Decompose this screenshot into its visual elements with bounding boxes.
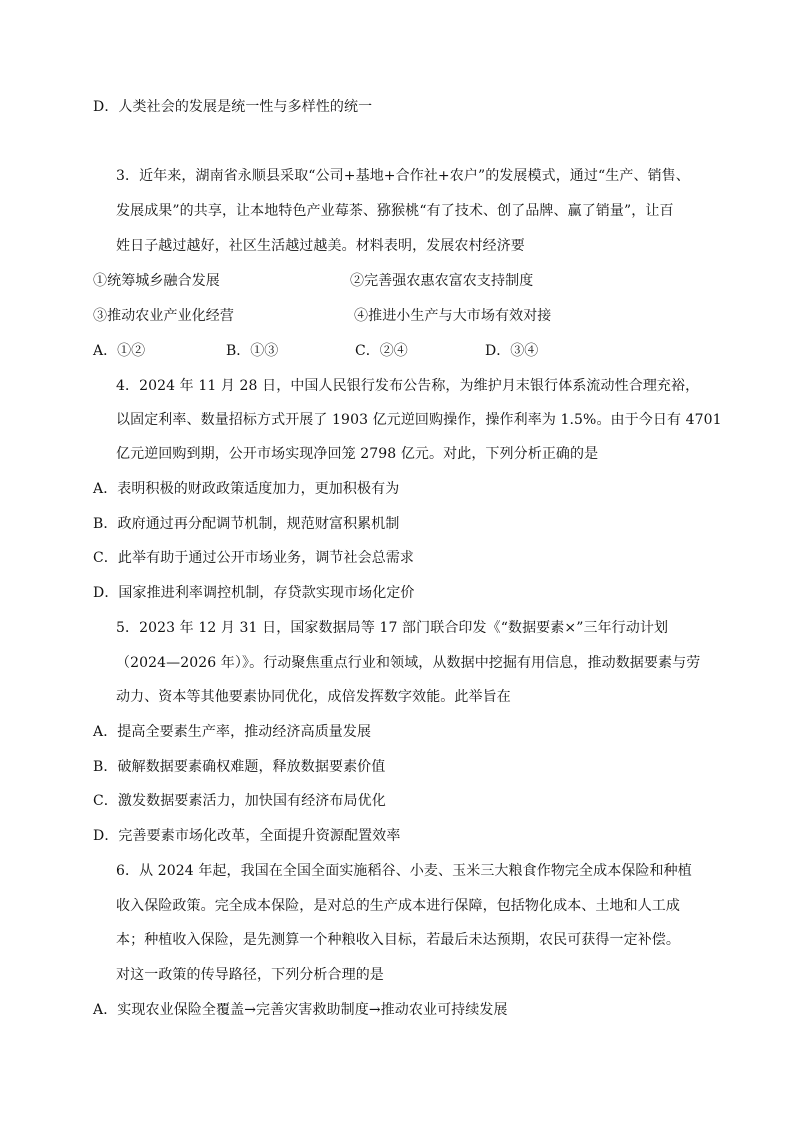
q3-choice-a: A．①② bbox=[93, 343, 146, 359]
q3-stem-line-3: 姓日子越过越好，社区生活越过越美。材料表明，发展农村经济要 bbox=[116, 238, 525, 254]
q4-stem-line-3: 亿元逆回购到期，公开市场实现净回笼 2798 亿元。对此，下列分析正确的是 bbox=[116, 446, 599, 462]
q3-choice-c: C．②④ bbox=[355, 343, 408, 359]
q4-stem-line-2: 以固定利率、数量招标方式开展了 1903 亿元逆回购操作，操作利率为 1.5%。由于今日有 4701 bbox=[116, 412, 722, 428]
q3-statement-2: ②完善强农惠农富农支持制度 bbox=[350, 273, 534, 289]
q4-option-a: A．表明积极的财政政策适度加力，更加积极有为 bbox=[93, 481, 400, 497]
q6-stem-line-2: 收入保险政策。完全成本保险，是对总的生产成本进行保障，包括物化成本、土地和人工成 bbox=[116, 898, 680, 914]
q6-stem-line-4: 对这一政策的传导路径，下列分析合理的是 bbox=[116, 967, 384, 983]
q6-stem-line-1: 6．从 2024 年起，我国在全国全面实施稻谷、小麦、玉米三大粮食作物完全成本保险和种植 bbox=[116, 863, 692, 879]
q5-option-d: D．完善要素市场化改革，全面提升资源配置效率 bbox=[93, 828, 401, 844]
q3-statement-4: ④推进小生产与大市场有效对接 bbox=[354, 308, 552, 324]
q4-option-d: D．国家推进利率调控机制，存贷款实现市场化定价 bbox=[93, 585, 415, 601]
q5-stem-line-2: （2024—2026 年）》。行动聚焦重点行业和领域，从数据中挖掘有用信息，推动数据要素与劳 bbox=[116, 655, 701, 671]
q3-choice-d: D．③④ bbox=[485, 343, 539, 359]
q5-option-a: A．提高全要素生产率，推动经济高质量发展 bbox=[93, 724, 372, 740]
q5-stem-line-3: 动力、资本等其他要素协同优化，成倍发挥数字效能。此举旨在 bbox=[116, 689, 511, 705]
q3-statement-1: ①统筹城乡融合发展 bbox=[93, 273, 220, 289]
q6-stem-line-3: 本；种植收入保险，是先测算一个种粮收入目标，若最后未达预期，农民可获得一定补偿。 bbox=[116, 932, 680, 948]
q5-option-b: B．破解数据要素确权难题，释放数据要素价值 bbox=[93, 759, 386, 775]
q5-option-c: C．激发数据要素活力，加快国有经济布局优化 bbox=[93, 793, 386, 809]
q4-option-b: B．政府通过再分配调节机制，规范财富积累机制 bbox=[93, 516, 400, 532]
q3-stem-line-2: 发展成果”的共享，让本地特色产业莓茶、猕猴桃“有了技术、创了品牌、赢了销量”，让百 bbox=[116, 203, 674, 219]
q6-option-a: A．实现农业保险全覆盖→完善灾害救助制度→推动农业可持续发展 bbox=[93, 1002, 508, 1018]
q2-option-d: D．人类社会的发展是统一性与多样性的统一 bbox=[93, 99, 373, 115]
q5-stem-line-1: 5．2023 年 12 月 31 日，国家数据局等 17 部门联合印发《“数据要素×”三年行动计划 bbox=[116, 620, 669, 636]
q4-stem-line-1: 4．2024 年 11 月 28 日，中国人民银行发布公告称，为维护月末银行体系流动性合理充裕， bbox=[116, 378, 700, 394]
q3-choice-b: B．①③ bbox=[226, 343, 279, 359]
q4-option-c: C．此举有助于通过公开市场业务，调节社会总需求 bbox=[93, 550, 415, 566]
q3-stem-line-1: 3．近年来，湖南省永顺县采取“公司+基地+合作社+农户”的发展模式，通过“生产、销售、 bbox=[116, 168, 690, 184]
q3-statement-3: ③推动农业产业化经营 bbox=[93, 308, 234, 324]
